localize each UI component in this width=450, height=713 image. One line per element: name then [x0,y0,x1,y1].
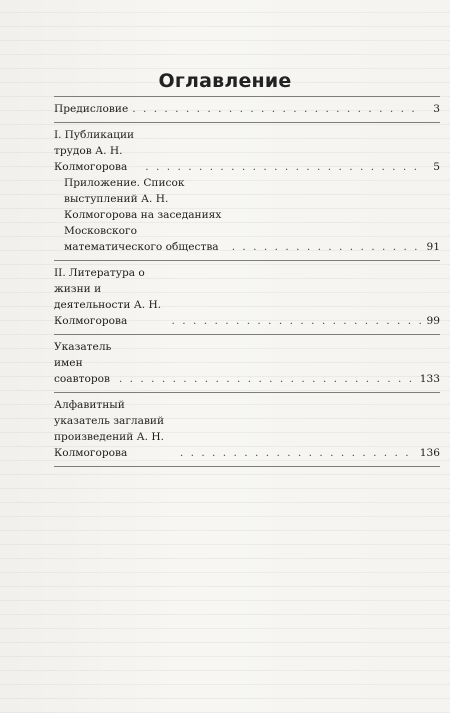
toc-entry-title: Предисловие [54,103,129,115]
toc-entry-coauthors-index [54,335,440,392]
toc-entry-titles-index [54,393,440,466]
leader-dots [232,239,422,255]
toc-entry-number: II. [54,267,66,279]
toc-entry-number: I. [54,129,62,141]
toc-entry-literature [54,261,440,334]
leader-dots [145,159,422,175]
toc-subentry-title: Приложение. Список выступлений А. Н. Колмогорова на заседаниях Московского математического общества [64,177,222,253]
toc-entry-preface [54,97,440,122]
toc-entry-title: Указатель имен соавторов [54,341,112,385]
toc-page-number: 5 [433,161,440,173]
toc-page-number: 3 [433,103,440,115]
toc-entry-title: Алфавитный указатель заглавий произведений А. Н. Колмогорова [54,399,165,459]
leader-dots [172,313,422,329]
toc-entry-title: Публикации трудов А. Н. Колмогорова [54,129,135,173]
table-of-contents [54,96,440,467]
toc-page-number: 99 [426,315,440,327]
toc-page-number: 91 [426,241,440,253]
leader-dots [119,371,416,387]
toc-entry-title: Литература о жизни и деятельности А. Н. Колмогорова [54,267,162,327]
toc-page-number: 133 [419,373,440,385]
divider [54,466,440,467]
toc-subentry-appendix [54,175,440,255]
page-title: Оглавление [158,70,292,92]
leader-dots [180,445,416,461]
leader-dots [132,101,422,117]
toc-entry-publications [54,123,440,260]
toc-page-number: 136 [419,447,440,459]
